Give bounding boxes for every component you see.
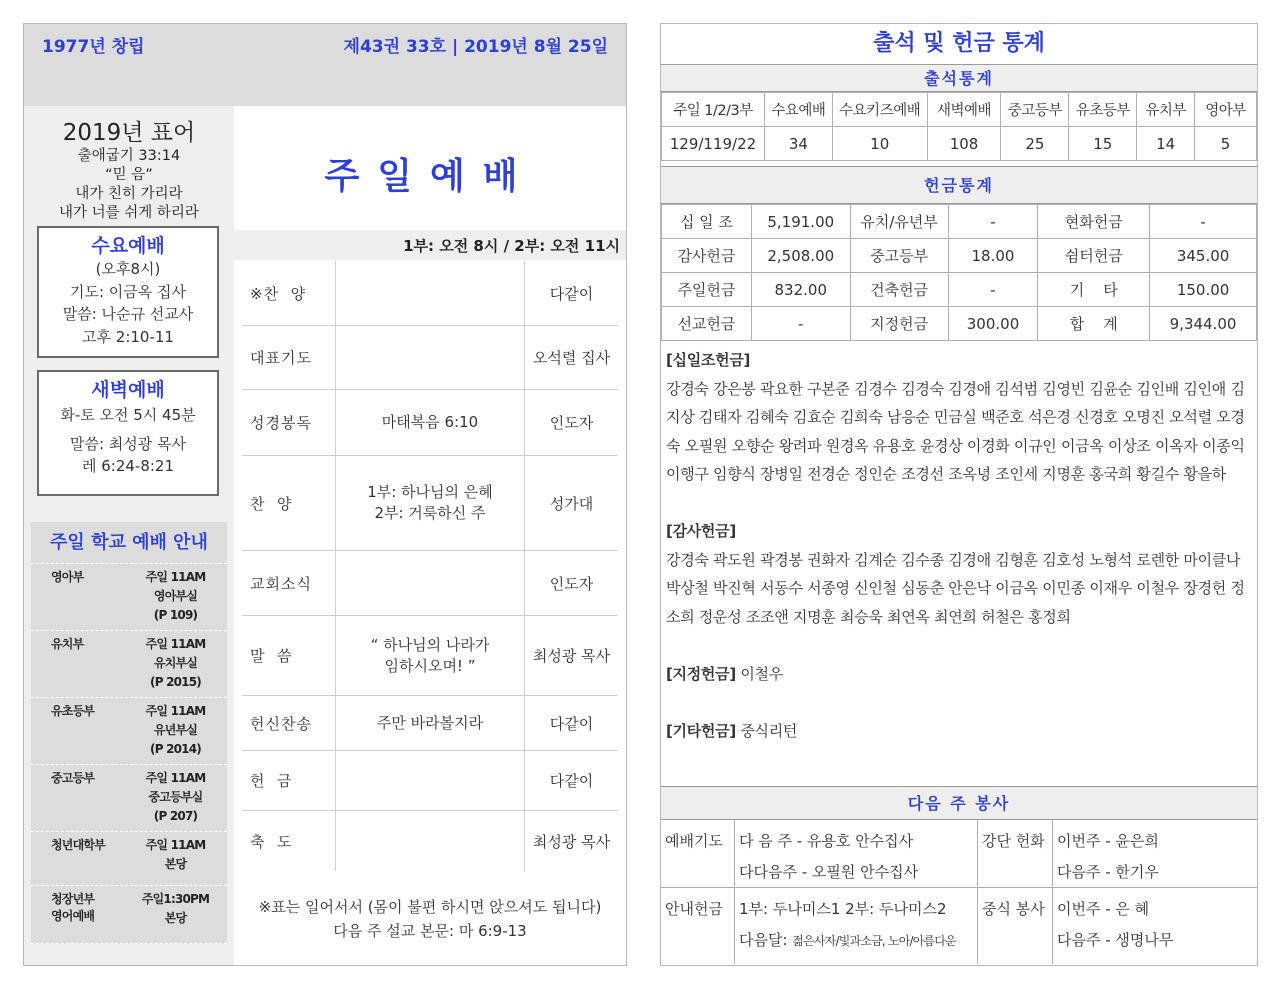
designated-names: 이철우 <box>735 664 783 683</box>
yearly-motto <box>24 106 234 223</box>
offering-amount: 18.00 <box>948 239 1038 273</box>
school-dept: 청장년부 영어예배 <box>51 892 95 923</box>
offering-category: 감사헌금 <box>662 239 752 273</box>
attendance-header-cell: 중고등부 <box>1001 93 1069 127</box>
attendance-value-cell: 129/119/22 <box>662 127 765 161</box>
wednesday-time: (오후8시) <box>95 260 161 278</box>
offering-category: 현화헌금 <box>1038 205 1150 239</box>
school-row <box>31 765 227 832</box>
school-dept: 중고등부 <box>51 771 95 785</box>
attendance-header-cell: 수요예배 <box>764 93 832 127</box>
attendance-value-row <box>662 127 1257 161</box>
school-row <box>31 564 227 631</box>
attendance-header-cell: 새벽예배 <box>927 93 1001 127</box>
offering-amount: - <box>1150 205 1257 239</box>
order-leader: 인도자 <box>549 414 594 432</box>
attendance-title: 출석통계 <box>661 64 1257 92</box>
usher-next-month-groups: 젊은사자/빛과소금, 노아/아름다운 <box>792 934 956 948</box>
donor-lists <box>666 346 1254 774</box>
founded-text: 1977년 창립 <box>42 37 145 57</box>
designated-section <box>666 660 1254 689</box>
offering-category: 기 타 <box>1038 273 1150 307</box>
order-item: 말 씀 <box>250 647 293 665</box>
offering-category: 선교헌금 <box>662 307 752 341</box>
order-leader: 최성광 목사 <box>532 832 611 851</box>
offering-amount: 5,191.00 <box>751 205 850 239</box>
school-dept: 유초등부 <box>51 704 95 718</box>
stats-title: 출석 및 헌금 통계 <box>873 31 1045 56</box>
wednesday-scripture: 고후 2:10-11 <box>82 327 174 346</box>
lunch-next-week: 다음주 - 생명나무 <box>1057 931 1174 949</box>
order-item: 헌 금 <box>250 772 293 790</box>
school-row <box>31 631 227 698</box>
order-item: 성경봉독 <box>250 414 312 432</box>
order-item: ※찬 양 <box>250 284 307 303</box>
left-sidebar <box>24 106 234 965</box>
lunch-values <box>1053 888 1257 964</box>
order-content <box>335 326 525 389</box>
usher-next-month-prefix: 다음달: <box>739 931 793 949</box>
school-title: 주일 학교 예배 안내 <box>31 522 227 564</box>
attendance-value-cell: 25 <box>1001 127 1069 161</box>
designated-label: [지정헌금] <box>666 664 736 683</box>
standing-note: ※표는 일어서서 (몸이 불편 하시면 앉으셔도 됩니다) <box>258 898 602 916</box>
prayer-values <box>735 820 978 887</box>
school-info: 주일 11AM 중고등부실 (P 207) <box>145 771 206 823</box>
lunch-this-week: 이번주 - 은 혜 <box>1057 900 1150 918</box>
order-content: “ 하나님의 나라가 임하시오며! ” <box>335 616 525 695</box>
attendance-header-cell: 수요키즈예배 <box>832 93 927 127</box>
issue-text: 제43권 33호 | 2019년 8월 25일 <box>343 37 608 57</box>
offering-amount: 2,508.00 <box>751 239 850 273</box>
offering-row <box>662 239 1257 273</box>
attendance-header-row <box>662 93 1257 127</box>
wednesday-service-box <box>37 226 219 358</box>
dawn-sermon: 말씀: 최성광 목사 <box>69 434 187 453</box>
next-week-service <box>661 786 1257 964</box>
offering-row <box>662 273 1257 307</box>
school-row <box>31 832 227 886</box>
school-info: 주일1:30PM 본당 <box>141 892 210 925</box>
other-label: [기타헌금] <box>666 721 736 740</box>
offering-amount: - <box>948 205 1038 239</box>
order-row <box>242 261 618 326</box>
order-content <box>335 551 525 615</box>
order-content: 1부: 하나님의 은혜 2부: 거룩하신 주 <box>335 456 525 550</box>
dawn-service-box <box>37 370 219 496</box>
service-footnote-block <box>234 895 626 943</box>
offering-table <box>661 204 1257 341</box>
tithe-names: 강경숙 강은봉 곽요한 구본준 김경수 김경숙 김경애 김석범 김영빈 김윤순 김인배 김인애 김지상 김태자 김혜숙 김효순 김희숙 남응순 민금실 백준호 석은경 신경호 오명진 오석렬 오경숙 오필원 오향순 왕려파 원경옥 유용호 윤경상 이경화 이규인 이금옥 이상조 이옥자 이종익 이행구 임향식 장병일 전경순 정인순 조경선 조옥녕 조인세 지명훈 홍국희 황길수 황을하 <box>666 379 1245 483</box>
attendance-value-cell: 5 <box>1195 127 1257 161</box>
school-info: 주일 11AM 유년부실 (P 2014) <box>145 704 206 756</box>
bulletin-right-page <box>660 23 1258 966</box>
offering-amount: 9,344.00 <box>1150 307 1257 341</box>
offering-category: 지정헌금 <box>850 307 948 341</box>
attendance-header-cell: 영아부 <box>1195 93 1257 127</box>
school-info: 주일 11AM 유치부실 (P 2015) <box>145 637 206 689</box>
usher-this-week: 1부: 두나미스1 2부: 두나미스2 <box>739 900 947 918</box>
school-info: 주일 11AM 영아부실 (P 109) <box>145 570 206 622</box>
offering-title: 헌금통계 <box>661 166 1257 204</box>
attendance-value-cell: 15 <box>1069 127 1137 161</box>
offering-amount: 150.00 <box>1150 273 1257 307</box>
wednesday-prayer: 기도: 이금옥 집사 <box>69 282 187 301</box>
order-leader: 인도자 <box>549 574 594 593</box>
motto-line-2: 내가 너를 쉬게 하리라 <box>59 205 199 221</box>
school-info: 주일 11AM 본당 <box>145 838 206 871</box>
flower-next-week: 다음주 - 한기우 <box>1057 863 1159 881</box>
order-content: 주만 바라볼지라 <box>335 696 525 750</box>
offering-category: 중고등부 <box>850 239 948 273</box>
order-leader: 다같이 <box>549 284 594 303</box>
order-content <box>335 811 525 871</box>
motto-line-1: 내가 친히 가리라 <box>75 186 183 202</box>
order-leader: 최성광 목사 <box>532 647 611 665</box>
school-dept: 청년대학부 <box>51 838 105 852</box>
bulletin-left-page <box>23 23 627 966</box>
offering-amount: 300.00 <box>948 307 1038 341</box>
order-leader: 오석렬 집사 <box>532 349 611 367</box>
attendance-value-cell: 14 <box>1137 127 1195 161</box>
offering-amount: - <box>948 273 1038 307</box>
offering-row <box>662 205 1257 239</box>
tithe-section <box>666 346 1254 489</box>
dawn-title: 새벽예배 <box>91 379 165 401</box>
offering-category: 합 계 <box>1038 307 1150 341</box>
order-row <box>242 616 618 696</box>
order-content <box>335 261 525 325</box>
order-leader: 다같이 <box>549 772 594 790</box>
wednesday-sermon: 말씀: 나순규 선교사 <box>62 305 194 323</box>
order-content: 마태복음 6:10 <box>335 390 525 455</box>
next-week-title: 다음 주 봉사 <box>661 786 1257 820</box>
order-leader: 다같이 <box>549 714 594 733</box>
flower-this-week: 이번주 - 윤은희 <box>1057 832 1159 850</box>
usher-next-month <box>739 925 977 957</box>
order-row <box>242 751 618 811</box>
other-section <box>666 717 1254 746</box>
order-leader: 성가대 <box>549 494 594 513</box>
order-item: 축 도 <box>250 832 293 851</box>
offering-category: 유치/유년부 <box>850 205 948 239</box>
order-row <box>242 456 618 551</box>
school-dept: 유치부 <box>51 637 84 651</box>
prayer-label: 예배기도 <box>661 820 735 887</box>
attendance-header-cell: 주일 1/2/3부 <box>662 93 765 127</box>
thanks-names: 강경숙 곽도원 곽경봉 권화자 김계순 김수종 김경애 김형훈 김호성 노형석 로렌한 마이클나 박상철 박진혁 서동수 서종영 신인철 심동춘 안은낙 이금옥 이민종 이재우 이철우 장경헌 정소희 정운성 조조앤 지명훈 최승욱 최연옥 최연희 허철은 홍정희 <box>666 550 1245 626</box>
attendance-value-cell: 10 <box>832 127 927 161</box>
attendance-header-cell: 유초등부 <box>1069 93 1137 127</box>
service-times: 1부: 오전 8시 / 2부: 오전 11시 <box>234 230 626 260</box>
motto-ref: 출애굽기 33:14 <box>77 148 181 164</box>
order-row <box>242 326 618 390</box>
dawn-time: 화-토 오전 5시 45분 <box>60 406 196 424</box>
offering-category: 주일헌금 <box>662 273 752 307</box>
order-row <box>242 390 618 456</box>
attendance-header-cell: 유치부 <box>1137 93 1195 127</box>
order-row <box>242 696 618 751</box>
offering-amount: 832.00 <box>751 273 850 307</box>
order-content <box>335 751 525 810</box>
offering-row <box>662 307 1257 341</box>
dawn-scripture: 레 6:24-8:21 <box>81 457 175 475</box>
next-sermon-text: 다음 주 설교 본문: 마 6:9-13 <box>333 922 527 940</box>
usher-values <box>735 888 978 964</box>
attendance-value-cell: 34 <box>764 127 832 161</box>
offering-category: 쉼터헌금 <box>1038 239 1150 273</box>
usher-label: 안내헌금 <box>661 888 735 964</box>
motto-word: “믿 음” <box>105 167 153 183</box>
order-row <box>242 551 618 616</box>
bulletin-header <box>24 24 626 106</box>
prayer-next: 다 음 주 - 유용호 안수집사 <box>739 832 914 850</box>
school-row <box>31 886 227 944</box>
wednesday-title: 수요예배 <box>91 235 165 257</box>
school-row <box>31 698 227 765</box>
school-dept: 영아부 <box>51 570 84 584</box>
attendance-value-cell: 108 <box>927 127 1001 161</box>
offering-category: 십 일 조 <box>662 205 752 239</box>
flower-label: 강단 헌화 <box>978 820 1053 887</box>
offering-category: 건축헌금 <box>850 273 948 307</box>
lunch-label: 중식 봉사 <box>978 888 1053 964</box>
order-item: 헌신찬송 <box>250 714 312 733</box>
offering-amount: 345.00 <box>1150 239 1257 273</box>
sunday-school-guide <box>31 522 227 944</box>
motto-title: 2019년 표어 <box>62 120 196 146</box>
other-names: 중식리턴 <box>735 721 798 740</box>
next-week-row-2 <box>661 888 1257 964</box>
flower-values <box>1053 820 1257 887</box>
tithe-label: [십일조헌금] <box>666 351 751 369</box>
order-item: 찬 양 <box>250 494 293 513</box>
attendance-table <box>661 92 1257 161</box>
order-item: 교회소식 <box>250 574 312 593</box>
service-title: 주일예배 <box>324 156 536 197</box>
order-row <box>242 811 618 871</box>
next-week-row-1 <box>661 820 1257 888</box>
thanks-section <box>666 517 1254 631</box>
thanks-label: [감사헌금] <box>666 522 736 540</box>
prayer-after-next: 다다음주 - 오필원 안수집사 <box>739 863 919 881</box>
offering-amount: - <box>751 307 850 341</box>
order-item: 대표기도 <box>250 349 312 367</box>
